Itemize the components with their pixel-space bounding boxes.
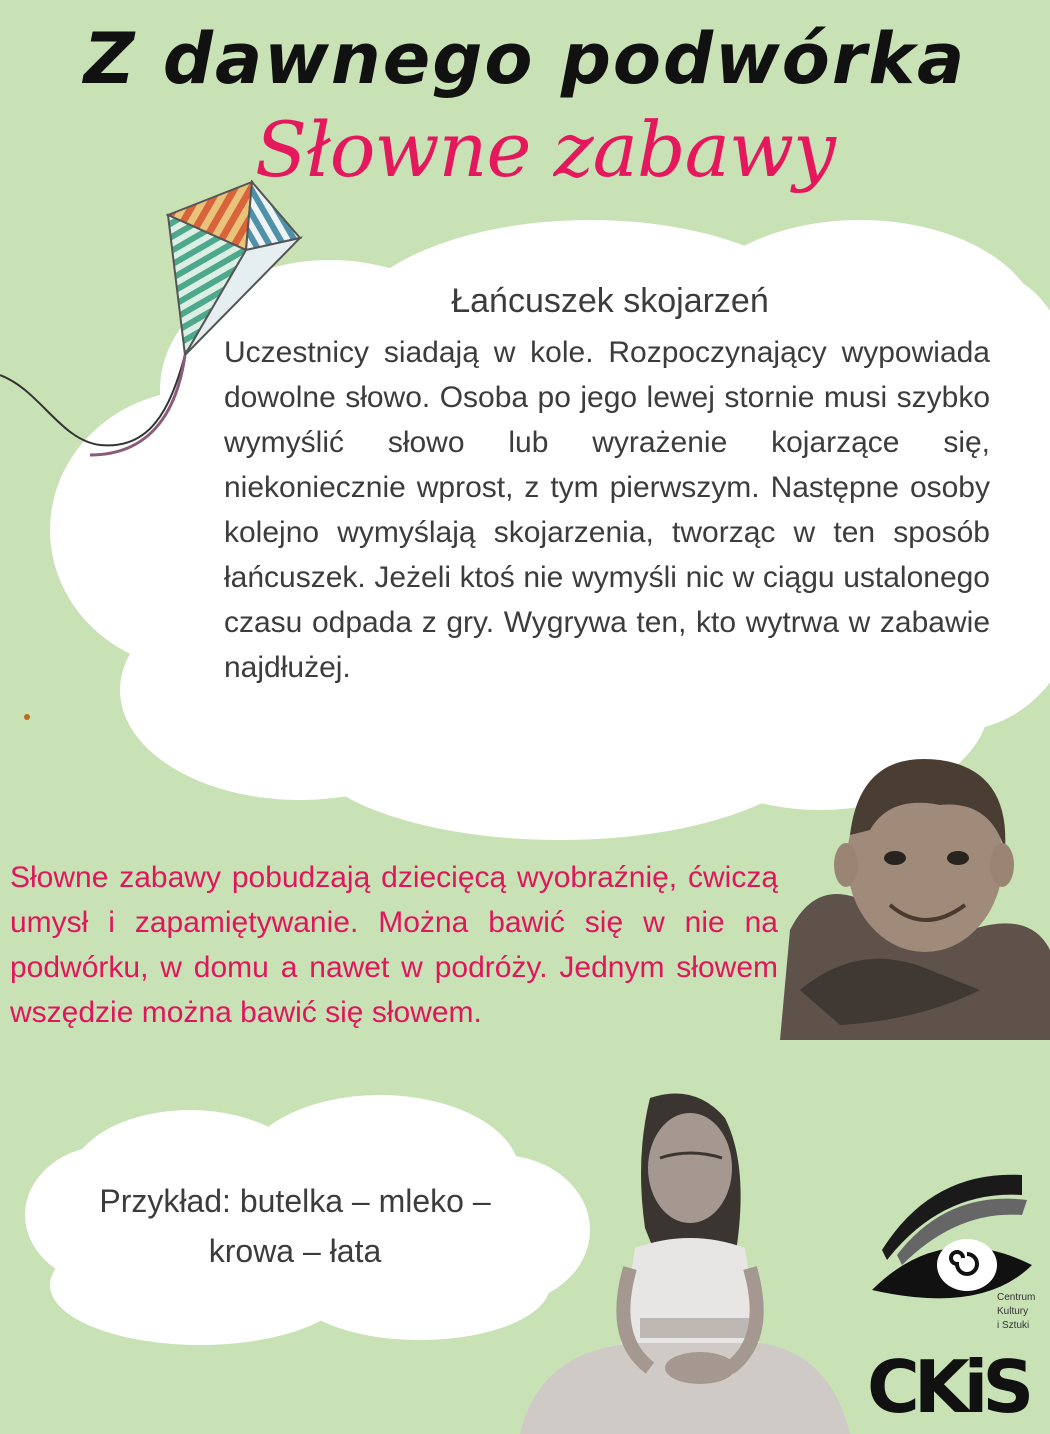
- example-line-1: Przykład: butelka – mleko –: [99, 1183, 491, 1219]
- logo-text-line-3: i Sztuki: [997, 1320, 1030, 1331]
- girl-photo: [500, 1078, 860, 1434]
- example-text: [40, 1176, 550, 1276]
- highlight-text: Słowne zabawy pobudzają dziecięcą wyobraźnię, ćwiczą umysł i zapamiętywanie. Można bawić się w nie na podwórku, w domu a nawet w podróży. Jednym słowem wszędzie można bawić się słowem.: [10, 861, 778, 1029]
- ckis-wordmark: CKiS: [867, 1345, 1029, 1420]
- decorative-dot: [24, 714, 30, 720]
- logo-text-line-2: Kultury: [997, 1306, 1029, 1317]
- logo-text-line-1: Centrum: [997, 1292, 1036, 1303]
- game-description: Uczestnicy siadają w kole. Rozpoczynający wypowiada dowolne słowo. Osoba po jego lewej stornie musi szybko wymyślić słowo lub wyrażenie kojarzące się, niekoniecznie wprost, z tym pierwszym. Następne osoby kolejno wymyślają skojarzenia, tworząc w ten sposób łańcuszek. Jeżeli ktoś nie wymyśli nic w ciągu ustalonego czasu odpada z gry. Wygrywa ten, kto wytrwa w zabawie najdłużej.: [224, 336, 990, 684]
- page-subtitle: Słowne zabawy: [255, 105, 835, 194]
- boy-photo: [780, 740, 1050, 1040]
- ckis-logo: [862, 1150, 1042, 1420]
- game-heading: Łańcuszek skojarzeń: [451, 282, 769, 320]
- example-line-2: krowa – łata: [208, 1233, 382, 1269]
- page-title: Z dawnego podwórka: [83, 18, 967, 100]
